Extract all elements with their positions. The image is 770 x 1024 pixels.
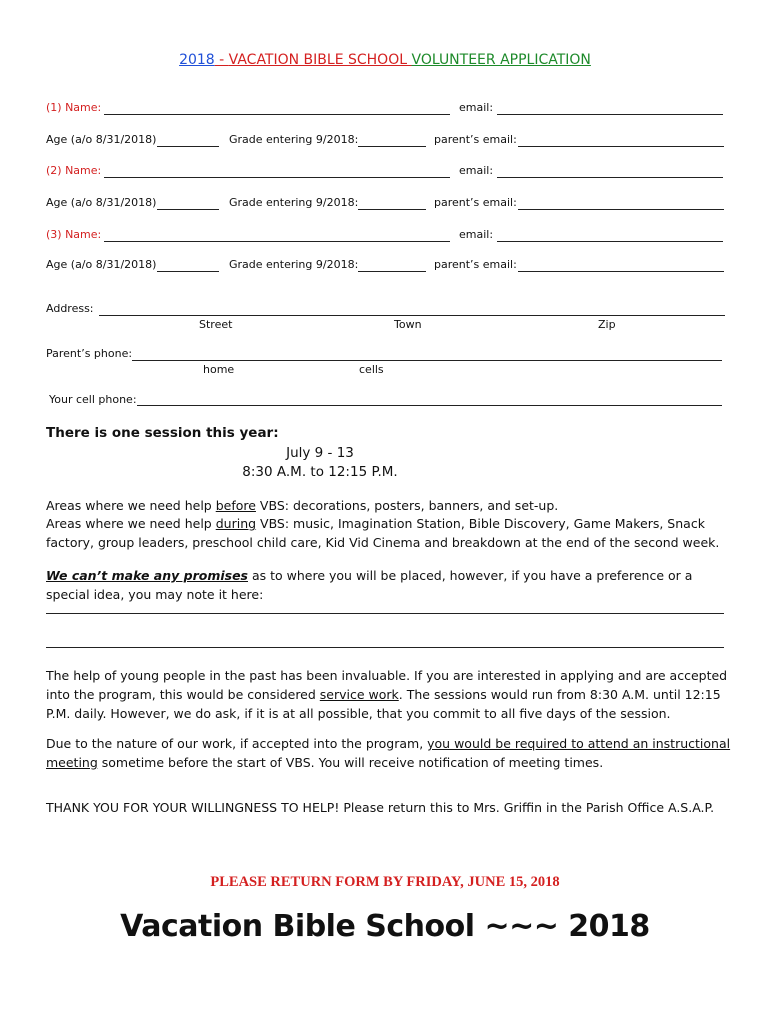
areas-before-word: before [215,498,256,513]
parent-phone-cells-caption: cells [359,363,384,376]
return-notice: PLEASE RETURN FORM BY FRIDAY, JUNE 15, 2018 [210,874,560,890]
child2-parent-email-field[interactable] [518,209,724,210]
areas-during-prefix: Areas where we need help [46,516,216,531]
child2-name-field[interactable] [104,177,450,178]
child2-email-field[interactable] [497,177,723,178]
child3-grade-field[interactable] [358,271,426,272]
areas-before-rest: VBS: decorations, posters, banners, and set-up. [255,498,559,513]
address-label: Address: [46,302,94,315]
child3-parent-email-field[interactable] [518,271,724,272]
young-service-work: service work [319,687,399,702]
parent-phone-home-caption: home [203,363,235,376]
child1-name-field[interactable] [104,114,450,115]
promise-emphasis: We can’t make any promises [46,568,248,583]
title-year: 2018 [179,52,215,68]
child1-name-label: (1) Name: [46,101,102,114]
child1-parent-email-label: parent’s email: [434,133,517,146]
preference-line-1[interactable] [46,613,724,614]
title-dash: - [214,52,229,68]
vbs-banner: Vacation Bible School ~~~ 2018 [120,909,650,944]
cell-phone-label: Your cell phone: [49,393,137,406]
address-field[interactable] [99,315,725,316]
child1-grade-field[interactable] [358,146,426,147]
cell-phone-field[interactable] [137,405,722,406]
child1-email-field[interactable] [497,114,723,115]
parent-phone-field[interactable] [132,360,722,361]
session-times: 8:30 A.M. to 12:15 P.M. [242,464,398,480]
thanks-text: THANK YOU FOR YOUR WILLINGNESS TO HELP! Please return this to Mrs. Griffin in the Parish Office A.S.A.P. [46,800,715,815]
title-part2: VOLUNTEER APPLICATION [411,52,591,68]
child2-grade-field[interactable] [358,209,426,210]
nature-paragraph [46,734,736,772]
child3-parent-email-label: parent’s email: [434,258,517,271]
address-zip-caption: Zip [598,318,616,331]
child2-name-label: (2) Name: [46,164,102,177]
areas-during-rest: VBS: music, Imagination Station, Bible Discovery, Game Makers, Snack factory, group leaders, preschool child care, Kid Vid Cinema and breakdown at the end of the second week. [46,516,720,550]
title-part1: VACATION BIBLE SCHOOL [228,52,412,68]
child3-email-field[interactable] [497,241,723,242]
child3-email-label: email: [459,228,494,241]
young-people-paragraph [46,666,736,723]
address-town-caption: Town [394,318,422,331]
preference-line-2[interactable] [46,647,724,648]
promise-paragraph [46,566,736,604]
child3-age-label: Age (a/o 8/31/2018) [46,258,157,271]
form-title [0,52,770,68]
areas-before-prefix: Areas where we need help [46,498,216,513]
session-dates: July 9 - 13 [286,445,354,461]
child1-email-label: email: [459,101,494,114]
child3-grade-label: Grade entering 9/2018: [229,258,359,271]
child2-age-field[interactable] [157,209,219,210]
address-street-caption: Street [199,318,233,331]
child3-age-field[interactable] [157,271,219,272]
child1-age-label: Age (a/o 8/31/2018) [46,133,157,146]
child3-name-field[interactable] [104,241,450,242]
child2-parent-email-label: parent’s email: [434,196,517,209]
session-heading: There is one session this year: [46,425,279,441]
child1-age-field[interactable] [157,146,219,147]
child2-email-label: email: [459,164,494,177]
child2-age-label: Age (a/o 8/31/2018) [46,196,157,209]
child2-grade-label: Grade entering 9/2018: [229,196,359,209]
child3-name-label: (3) Name: [46,228,102,241]
promise-rest: as to where you will be placed, however, if you have a preference or a special idea, you may note it here: [46,568,693,602]
nature-required: you would be required to attend an instructional meeting [46,736,731,770]
child1-grade-label: Grade entering 9/2018: [229,133,359,146]
nature-text-2: sometime before the start of VBS. You will receive notification of meeting times. [97,755,604,770]
child1-parent-email-field[interactable] [518,146,724,147]
areas-during [46,514,736,552]
areas-before [46,496,736,515]
nature-text-1: Due to the nature of our work, if accepted into the program, [46,736,428,751]
areas-during-word: during [215,516,257,531]
young-text-1: The help of young people in the past has been invaluable. If you are interested in applying and are accepted into the program, this would be considered [46,668,728,702]
young-text-2: . The sessions would run from 8:30 A.M. until 12:15 P.M. daily. However, we do ask, if it is at all possible, that you commit to all five days of the session. [46,687,721,721]
parent-phone-label: Parent’s phone: [46,347,133,360]
